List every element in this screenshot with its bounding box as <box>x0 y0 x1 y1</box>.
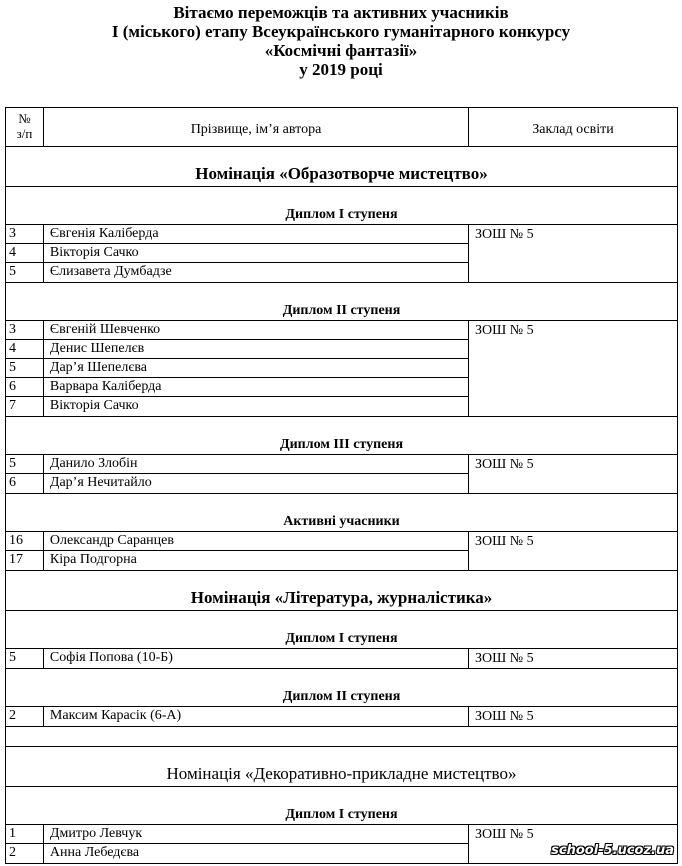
header-line-2: І (міського) етапу Всеукраїнського гуманітарного конкурсу <box>111 22 571 41</box>
nomination-heading: Номінація «Декоративно-прикладне мистецтво» <box>5 747 678 787</box>
table-row: 5 Софія Попова (10-Б) <box>6 649 468 668</box>
table-row: 5 Єлизавета Думбадзе <box>6 263 468 282</box>
school-cell: ЗОШ № 5 <box>475 457 534 472</box>
award-group <box>5 321 678 417</box>
header-line-4: у 2019 році <box>299 60 383 79</box>
award-group <box>5 455 678 494</box>
table-row: 16 Олександр Саранцев <box>6 532 468 551</box>
degree-heading: Диплом ІІ ступеня <box>5 283 678 321</box>
table-row: 7 Вікторія Сачко <box>6 397 468 416</box>
table-header-row <box>5 107 678 147</box>
school-cell: ЗОШ № 5 <box>475 227 534 242</box>
award-group <box>5 707 678 727</box>
degree-heading: Диплом І ступеня <box>5 187 678 225</box>
school-cell: ЗОШ № 5 <box>475 534 534 549</box>
table-row: 6 Дар’я Нечитайло <box>6 474 468 493</box>
header-line-1: Вітаємо переможців та активних учасників <box>173 3 509 22</box>
school-cell: ЗОШ № 5 <box>475 323 534 338</box>
table-row: 4 Вікторія Сачко <box>6 244 468 263</box>
degree-heading: Диплом І ступеня <box>5 787 678 825</box>
award-group <box>5 225 678 283</box>
degree-heading: Диплом ІІ ступеня <box>5 669 678 707</box>
table-row: 3 Євгенія Каліберда <box>6 225 468 244</box>
table-row: 4 Денис Шепелєв <box>6 340 468 359</box>
table-row: 1 Дмитро Левчук <box>6 825 468 844</box>
table-row: 2 Максим Карасік (6-А) <box>6 707 468 726</box>
spacer-row <box>5 727 678 747</box>
column-header-school: Заклад освіти <box>532 122 614 137</box>
nomination-heading: Номінація «Образотворче мистецтво» <box>5 147 678 187</box>
degree-heading: Диплом І ступеня <box>5 611 678 649</box>
award-group <box>5 649 678 669</box>
school-cell: ЗОШ № 5 <box>475 651 534 666</box>
page-header <box>0 0 682 79</box>
site-watermark: school-5.ucoz.ua <box>551 843 674 858</box>
award-group <box>5 532 678 571</box>
table-row: 5 Данило Злобін <box>6 455 468 474</box>
degree-heading: Диплом ІІІ ступеня <box>5 417 678 455</box>
column-header-number: № з/п <box>6 108 44 146</box>
table-row: 3 Євгеній Шевченко <box>6 321 468 340</box>
school-cell: ЗОШ № 5 <box>475 709 534 724</box>
table-row: 5 Дар’я Шепелєва <box>6 359 468 378</box>
results-table <box>5 107 678 864</box>
table-row: 17 Кіра Подгорна <box>6 551 468 570</box>
school-cell: ЗОШ № 5 <box>475 827 534 842</box>
degree-heading: Активні учасники <box>5 494 678 532</box>
table-row: 6 Варвара Каліберда <box>6 378 468 397</box>
nomination-heading: Номінація «Література, журналістика» <box>5 571 678 611</box>
header-line-3: «Космічні фантазії» <box>264 41 418 60</box>
column-header-name: Прізвище, ім’я автора <box>44 108 469 146</box>
table-row: 2 Анна Лебедєва <box>6 844 468 863</box>
